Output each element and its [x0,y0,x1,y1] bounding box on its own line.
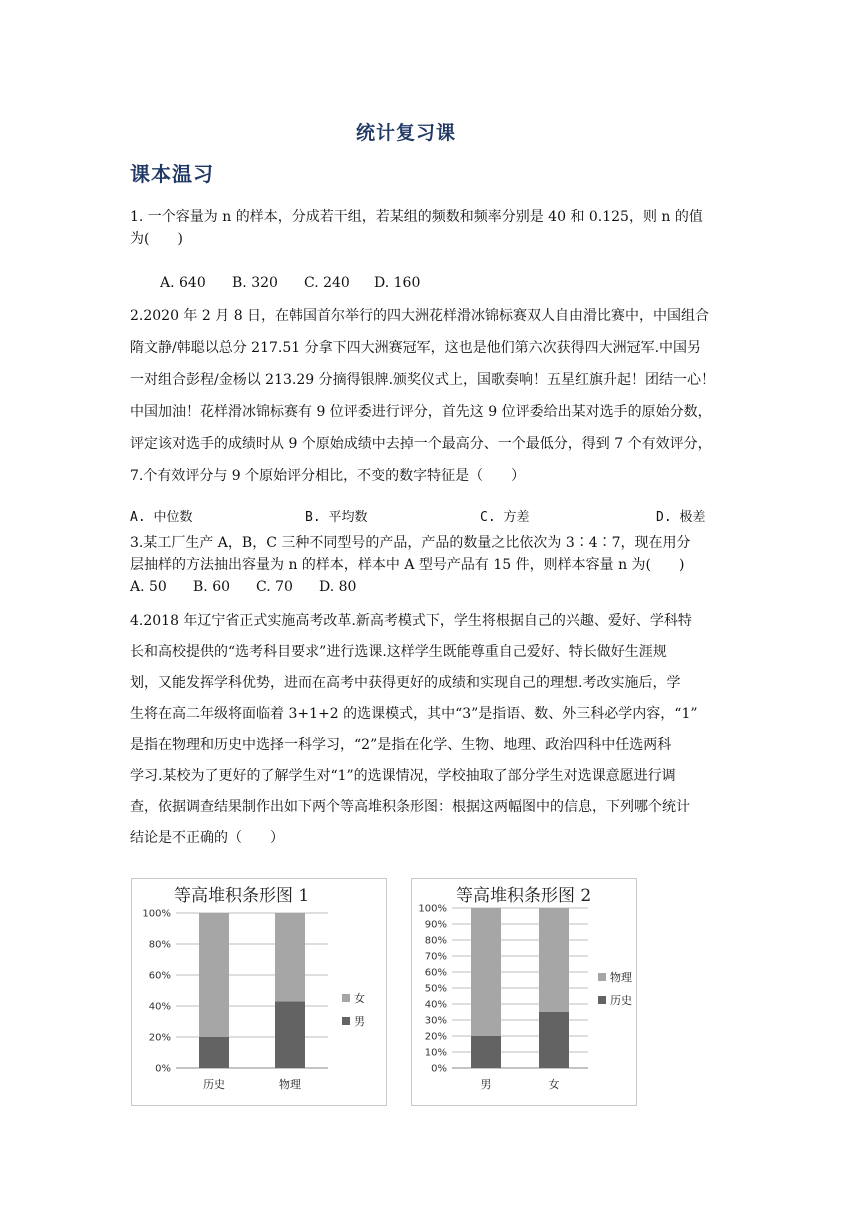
y-tick-label: 20% [148,1032,171,1044]
bar-segment [471,1036,501,1068]
y-tick-label: 60% [148,970,171,982]
legend-label: 历史 [610,994,632,1007]
y-tick-label: 90% [424,919,447,931]
q2-option-b: B. 平均数 [305,510,368,525]
q4-line: 学习.某校为了更好的了解学生对“1”的选课情况，学校抽取了部分学生对选课意愿进行调 [130,768,676,784]
y-tick-label: 80% [148,939,171,951]
chart-title: 等高堆积条形图 1 [174,886,310,906]
y-tick-label: 0% [155,1063,171,1075]
y-tick-label: 40% [424,999,447,1011]
bar-segment [275,1001,305,1068]
legend-swatch [342,1017,350,1025]
q4-line: 结论是不正确的（ ） [130,830,284,846]
q4-line: 是指在物理和历史中选择一科学习，“2”是指在化学、生物、地理、政治四科中任选两科 [130,737,672,753]
page-title [0,118,860,145]
legend-swatch [342,994,350,1002]
x-category-label: 女 [548,1078,560,1091]
bar-segment [199,1037,229,1068]
y-tick-label: 0% [431,1063,447,1075]
q4-line: 划，又能发挥学科优势，进而在高考中获得更好的成绩和实现自己的理想.考改实施后，学 [130,675,681,691]
q3-line: 3.某工厂生产 A，B，C 三种不同型号的产品，产品的数量之比依次为 3∶4∶7，现在用分 [130,535,691,551]
y-tick-label: 80% [424,935,447,947]
y-tick-label: 20% [424,1031,447,1043]
q1-options [160,275,420,291]
y-tick-label: 40% [148,1001,171,1013]
question-2 [130,300,730,492]
q2-line: 隋文静/韩聪以总分 217.51 分拿下四大洲赛冠军，这也是他们第六次获得四大洲冠军.中国另 [130,340,702,356]
bar-segment [471,908,501,1036]
q2-line: 中国加油！花样滑冰锦标赛有 9 位评委进行评分，首先这 9 位评委给出某对选手的原始分数， [130,404,712,420]
q1-option-d: D. 160 [374,275,421,291]
y-tick-label: 50% [424,983,447,995]
legend-swatch [598,996,606,1004]
stacked-bar-chart-1 [131,878,387,1106]
q2-option-c: C. 方差 [480,510,530,525]
legend-label: 物理 [610,971,632,984]
q3-options [130,579,356,595]
q2-line: 2.2020 年 2 月 8 日，在韩国首尔举行的四大洲花样滑冰锦标赛双人自由滑比赛中，中国组合 [130,308,710,324]
q2-line: 一对组合彭程/金杨以 213.29 分摘得银牌.颁奖仪式上，国歌奏响！五星红旗升起！团结一心！ [130,372,716,388]
bar-segment [275,913,305,1001]
q3-option-b: B. 60 [193,579,231,595]
q3-option-c: C. 70 [256,579,293,595]
q4-line: 生将在高二年级将面临着 3+1+2 的选课模式，其中“3”是指语、数、外三科必学内容，“1” [130,706,698,722]
y-tick-label: 100% [142,908,171,920]
bar-segment [539,908,569,1012]
question-1 [130,206,730,250]
q2-line: 7.个有效评分与 9 个原始评分相比，不变的数字特征是（ ） [130,468,526,484]
q4-line: 长和高校提供的“选考科目要求”进行选课.这样学生既能尊重自己爱好、特长做好生涯规 [130,644,667,660]
section-heading: 课本温习 [130,162,214,186]
x-category-label: 男 [480,1078,492,1091]
y-tick-label: 30% [424,1015,447,1027]
y-tick-label: 100% [418,903,447,915]
q2-options [130,506,705,525]
legend-swatch [598,973,606,981]
q3-option-a: A. 50 [130,579,167,595]
q1-line-1: 1. 一个容量为 n 的样本，分成若干组，若某组的频数和频率分别是 40 和 0.125，则 n 的值 [130,209,703,225]
y-tick-label: 60% [424,967,447,979]
chart-title: 等高堆积条形图 2 [456,886,592,906]
q1-option-b: B. 320 [232,275,278,291]
q4-line: 查，依据调查结果制作出如下两个等高堆积条形图：根据这两幅图中的信息，下列哪个统计 [130,799,690,815]
q3-line: 层抽样的方法抽出容量为 n 的样本，样本中 A 型号产品有 15 件，则样本容量 n 为( ) [130,557,685,573]
q2-option-d: D. 极差 [656,510,706,525]
q4-line: 4.2018 年辽宁省正式实施高考改革.新高考模式下，学生将根据自己的兴趣、爱好、学科特 [130,613,692,629]
y-tick-label: 10% [424,1047,447,1059]
legend-label: 男 [354,1015,365,1028]
legend-label: 女 [354,992,365,1005]
x-category-label: 物理 [279,1078,301,1091]
page-title-text: 统计复习课 [355,122,456,144]
q2-line: 评定该对选手的成绩时从 9 个原始成绩中去掉一个最高分、一个最低分，得到 7 个有效评分， [130,436,712,452]
q2-option-a: A. 中位数 [130,510,193,525]
q3-option-d: D. 80 [319,579,357,595]
bar-segment [539,1012,569,1068]
x-category-label: 历史 [203,1078,225,1091]
stacked-bar-chart-2 [411,878,637,1106]
q1-line-2: 为( ) [130,231,183,247]
question-3 [130,532,730,576]
question-4 [130,606,730,854]
q1-option-c: C. 240 [304,275,350,291]
q1-option-a: A. 640 [160,275,206,291]
y-tick-label: 70% [424,951,447,963]
bar-segment [199,913,229,1037]
